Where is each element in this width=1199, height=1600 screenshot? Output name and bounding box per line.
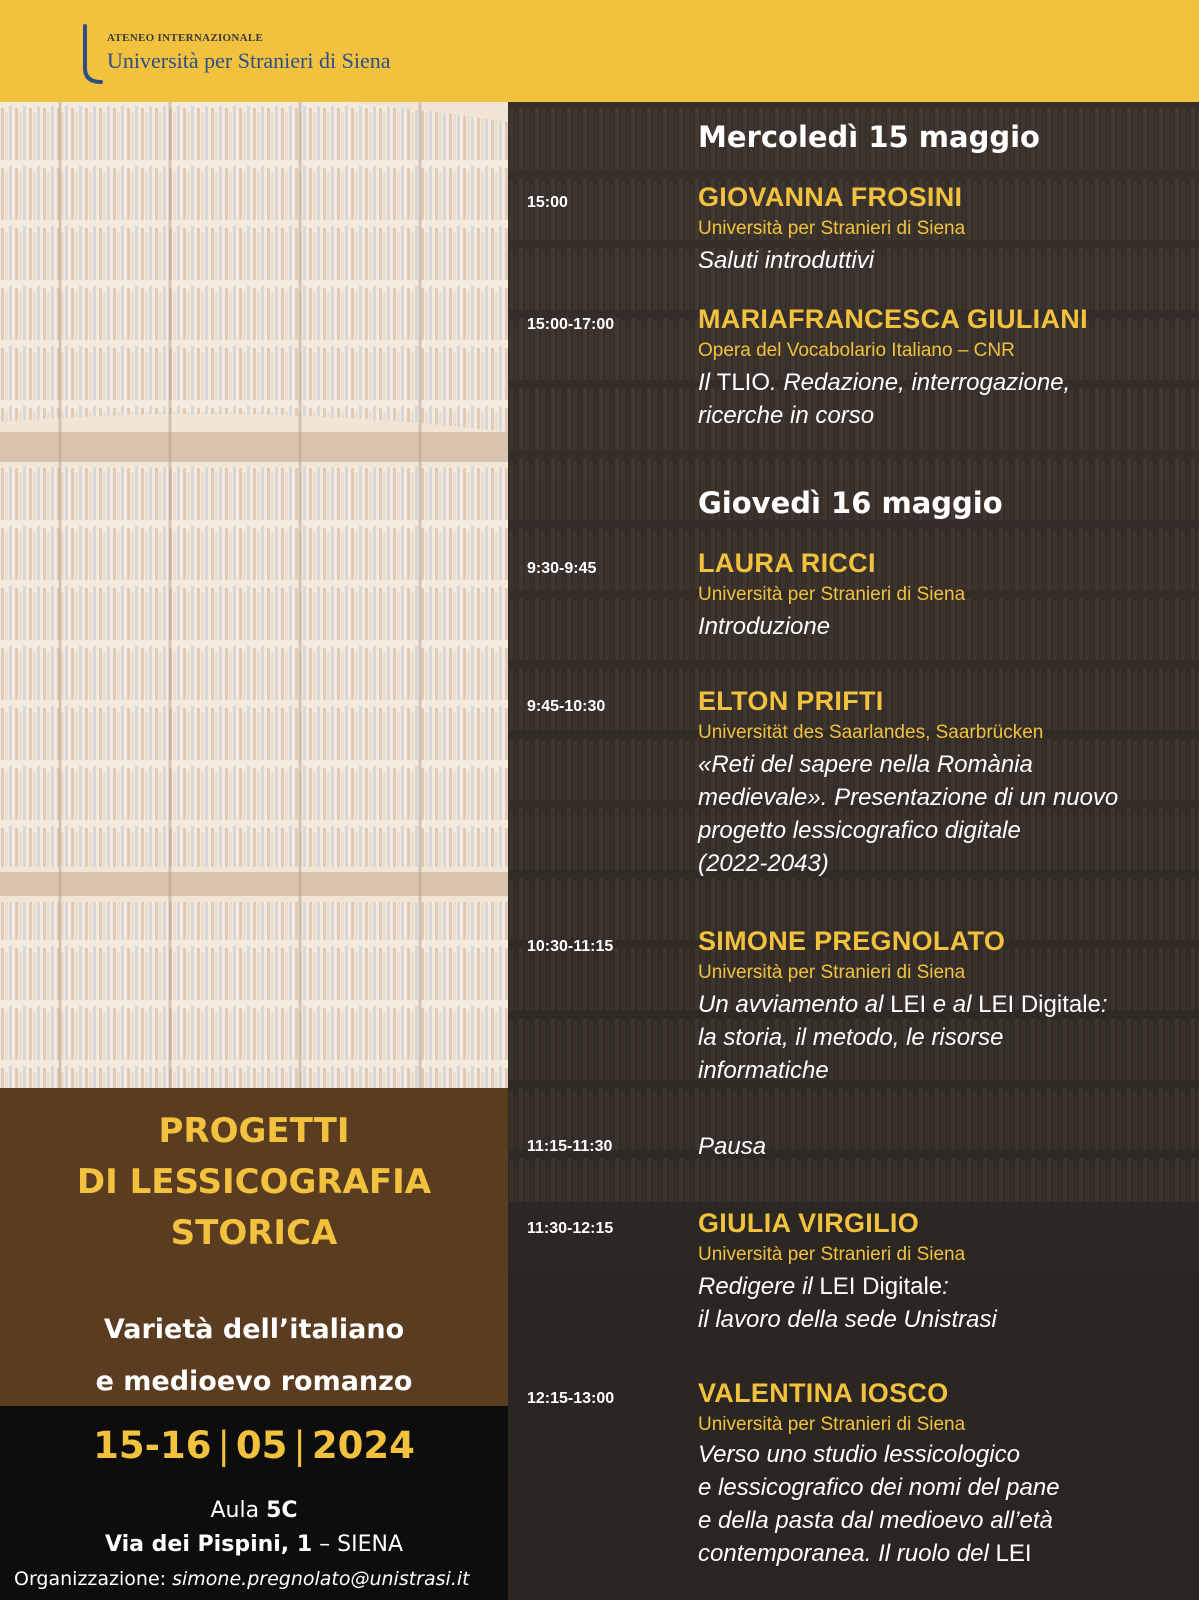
event-subtitle (0, 1304, 508, 1408)
event-subtitle-line: e medioevo romanzo (95, 1366, 413, 1397)
date-month: 05 (235, 1424, 288, 1467)
talk-title (698, 988, 1188, 1087)
talk-line: e della pasta dal medioevo all’età (698, 1507, 1053, 1534)
talk-title (698, 748, 1188, 880)
talk-text: : (1100, 991, 1108, 1018)
day-heading-wednesday: Mercoledì 15 maggio (698, 120, 1040, 154)
talk-title (698, 1270, 1188, 1336)
university-logo[interactable] (77, 24, 497, 88)
entry-time: 10:30-11:15 (527, 938, 614, 955)
speaker-name: MARIAFRANCESCA GIULIANI (698, 304, 1088, 334)
entry-time: 11:30-12:15 (527, 1220, 614, 1237)
speaker-name: GIULIA VIRGILIO (698, 1208, 920, 1238)
talk-text: : (942, 1273, 949, 1300)
talk-line: Verso uno studio lessicologico (698, 1441, 1020, 1468)
speaker-name: VALENTINA IOSCO (698, 1378, 949, 1408)
entry-time: 9:30-9:45 (527, 560, 597, 577)
date-days: 15-16 (93, 1424, 212, 1467)
address-city: – SIENA (312, 1532, 403, 1557)
break-label: Pausa (698, 1133, 767, 1160)
entry-time: 9:45-10:30 (527, 698, 606, 715)
speaker-affiliation: Università per Stranieri di Siena (698, 584, 966, 605)
speaker-affiliation: Università per Stranieri di Siena (698, 218, 966, 239)
room-label: Aula (210, 1498, 267, 1523)
talk-title: Saluti introduttivi (698, 247, 875, 274)
talk-line: il lavoro della sede Unistrasi (698, 1306, 997, 1333)
event-title (0, 1106, 508, 1259)
speaker-affiliation: Università per Stranieri di Siena (698, 962, 966, 983)
talk-text: . Redazione, interrogazione, (770, 369, 1071, 396)
room-value: 5C (266, 1498, 298, 1523)
talk-line: (2022-2043) (698, 850, 829, 877)
event-title-line: PROGETTI (158, 1111, 350, 1151)
date-separator: | (293, 1424, 306, 1467)
talk-text: contemporanea. Il ruolo del (698, 1540, 996, 1567)
event-title-box (0, 1088, 508, 1406)
date-separator: | (217, 1424, 230, 1467)
talk-title: Introduzione (698, 613, 831, 640)
organizer-label: Organizzazione: (14, 1568, 173, 1590)
speaker-affiliation: Università per Stranieri di Siena (698, 1244, 966, 1265)
talk-text: Un avviamento al (698, 991, 891, 1018)
library-photo (0, 102, 508, 1088)
talk-line: progetto lessicografico digitale (698, 817, 1021, 844)
organizer-contact (14, 1568, 508, 1590)
event-subtitle-line: Varietà dell’italiano (103, 1314, 405, 1345)
organizer-email-link[interactable]: simone.pregnolato@unistrasi.it (172, 1568, 470, 1590)
talk-line: e lessicografico dei nomi del pane (698, 1474, 1060, 1501)
speaker-name: GIOVANNA FROSINI (698, 182, 963, 212)
talk-line: la storia, il metodo, le risorse (698, 1024, 1004, 1051)
talk-text: ricerche in corso (698, 402, 875, 429)
talk-title (698, 366, 1188, 432)
talk-acronym: LEI Digitale (819, 1273, 943, 1300)
event-room (0, 1498, 508, 1523)
bookshelves-illustration (0, 102, 508, 1088)
talk-acronym: LEI (890, 991, 927, 1018)
speaker-affiliation: Opera del Vocabolario Italiano – CNR (698, 340, 1015, 361)
talk-line: «Reti del sapere nella Romània (698, 751, 1033, 778)
logo-mark-icon (77, 24, 107, 86)
speaker-affiliation: Universität des Saarlandes, Saarbrücken (698, 722, 1044, 743)
talk-acronym: LEI (995, 1540, 1032, 1567)
address-street: Via dei Pispini, 1 (105, 1532, 313, 1557)
logo-university-name: Università per Stranieri di Siena (107, 48, 391, 73)
header-banner (0, 0, 1199, 102)
event-title-line: STORICA (170, 1213, 338, 1253)
talk-text: Il (698, 369, 717, 396)
talk-acronym: LEI Digitale (978, 991, 1101, 1018)
speaker-name: ELTON PRIFTI (698, 686, 884, 716)
entry-time: 11:15-11:30 (527, 1138, 613, 1155)
event-title-line: DI LESSICOGRAFIA (76, 1162, 432, 1202)
talk-acronym: TLIO (716, 369, 771, 396)
speaker-name: LAURA RICCI (698, 548, 876, 578)
entry-time: 12:15-13:00 (527, 1390, 615, 1407)
logo-ateneo-text: ATENEO INTERNAZIONALE (107, 32, 264, 44)
speaker-name: SIMONE PREGNOLATO (698, 926, 1006, 956)
talk-text: e al (926, 991, 979, 1018)
talk-line: medievale». Presentazione di un nuovo (698, 784, 1119, 811)
event-address (0, 1532, 508, 1557)
talk-line: informatiche (698, 1057, 829, 1084)
speaker-affiliation: Università per Stranieri di Siena (698, 1414, 966, 1435)
talk-text: Redigere il (698, 1273, 820, 1300)
day-heading-thursday: Giovedì 16 maggio (698, 486, 1003, 520)
event-dates (0, 1424, 508, 1467)
entry-time: 15:00-17:00 (527, 316, 615, 333)
entry-time: 15:00 (527, 194, 568, 211)
talk-title (698, 1438, 1188, 1570)
event-info-box (0, 1406, 508, 1600)
date-year: 2024 (311, 1424, 415, 1467)
